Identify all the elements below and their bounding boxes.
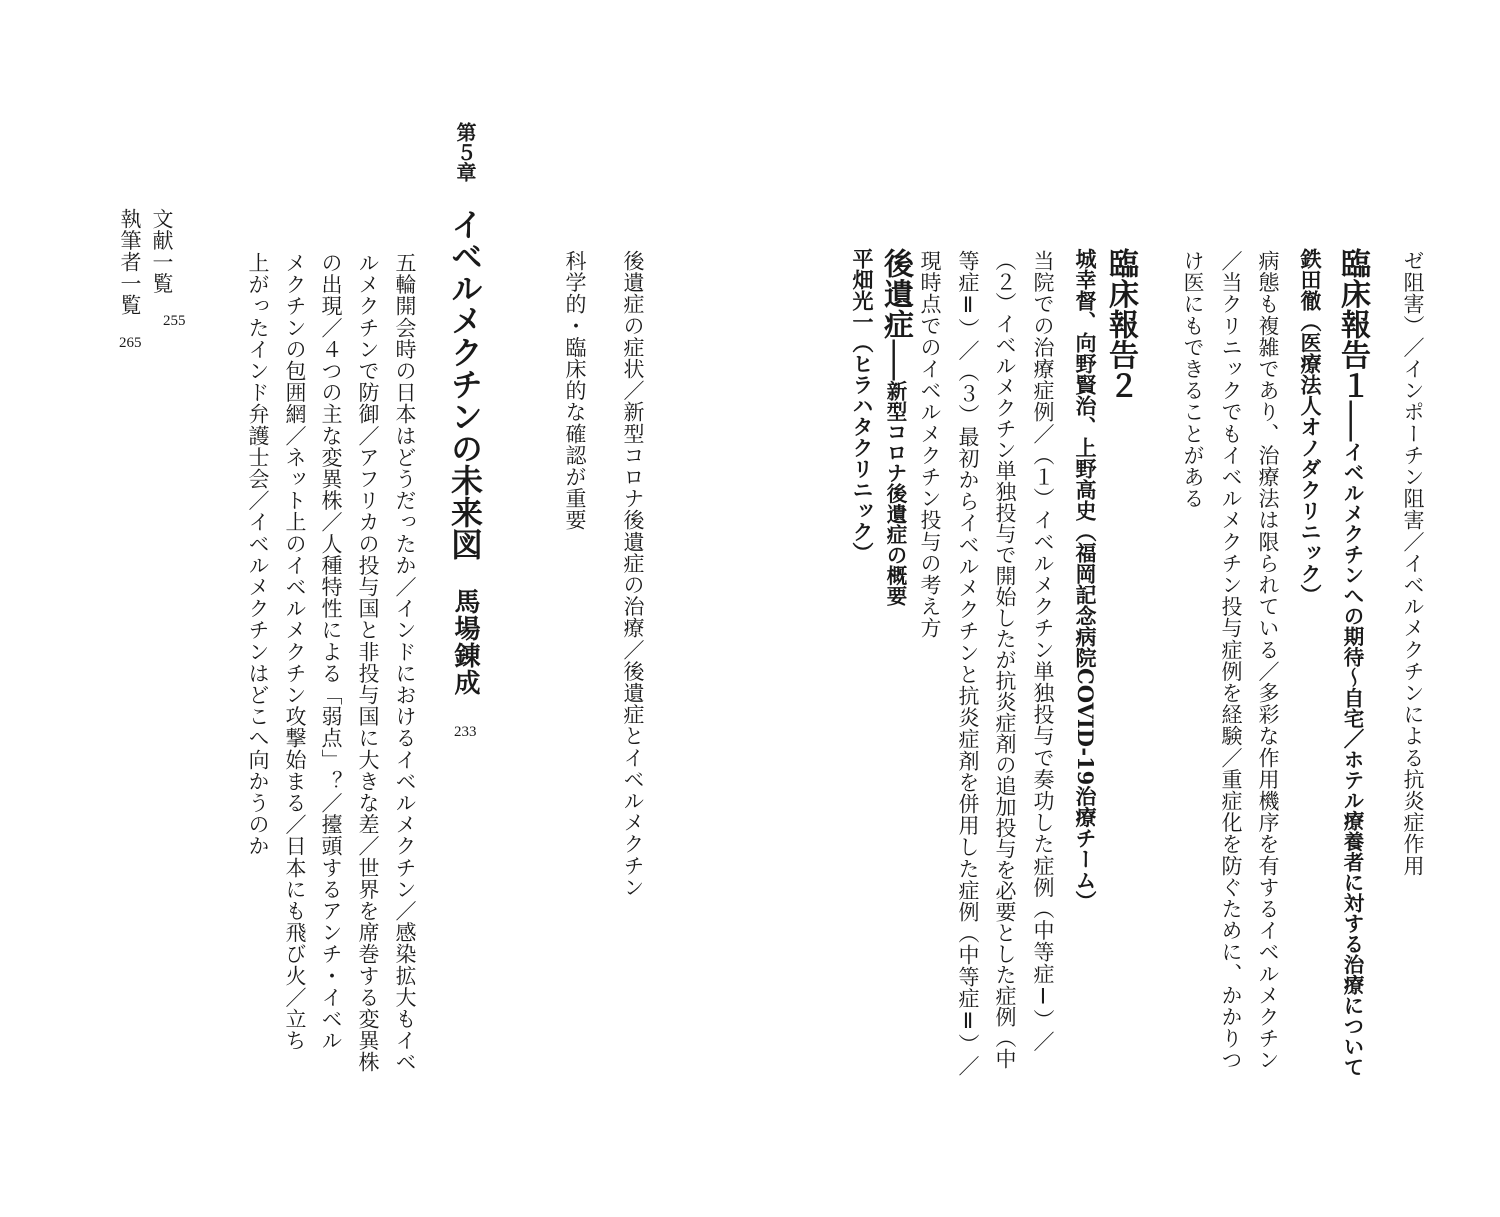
toc-line: 当院での治療症例／（１）イベルメクチン単独投与で奏功した症例（中等症Ⅰ）／ bbox=[1031, 250, 1055, 1053]
section-label: 後遺症 bbox=[878, 248, 913, 340]
toc-line: 等症Ⅱ）／（３）最初からイベルメクチンと抗炎症剤を併用した症例（中等症Ⅱ）／ bbox=[956, 250, 980, 1077]
toc-line: 現時点でのイベルメクチン投与の考え方 bbox=[918, 250, 942, 639]
toc-line: 五輪開会時の日本はどうだったか／インドにおけるイベルメクチン／感染拡大もイベ bbox=[393, 252, 417, 1073]
chapter-title-text: イベルメクチンの未来図 bbox=[446, 208, 484, 560]
toc-line: 病態も複雑であり、治療法は限られている／多彩な作用機序を有するイベルメクチン bbox=[1256, 250, 1280, 1071]
back-matter-contributors: 執筆者一覧 bbox=[118, 208, 142, 316]
section-heading-aftereffects bbox=[878, 248, 912, 606]
chapter-label: 第５章 bbox=[453, 122, 477, 182]
page-number: 233 bbox=[454, 724, 477, 740]
section-heading-report2 bbox=[1103, 248, 1137, 401]
author-line: 鉄田徹（医療法人オノダクリニック） bbox=[1298, 248, 1323, 605]
toc-line: ルメクチンで防御／アフリカの投与国と非投与国に大きな差／世界を席巻する変異株 bbox=[356, 252, 380, 1073]
back-matter-references: 文献一覧 bbox=[150, 208, 174, 294]
section-subtitle: ――イベルメクチンへの期待～自宅／ホテル療養者に対する治療について bbox=[1340, 400, 1364, 1077]
section-label: 臨床報告２ bbox=[1103, 248, 1138, 401]
page-number: 255 bbox=[163, 313, 186, 329]
toc-line: ／当クリニックでもイベルメクチン投与症例を経験／重症化を防ぐために、かかりつ bbox=[1219, 250, 1243, 1071]
page-number: 265 bbox=[119, 335, 142, 351]
toc-line: 科学的・臨床的な確認が重要 bbox=[563, 250, 587, 531]
section-heading-report1 bbox=[1335, 248, 1369, 1077]
chapter-author: 馬場錬成 bbox=[450, 588, 480, 696]
toc-line: の出現／４つの主な変異株／人種特性による「弱点」？／擡頭するアンチ・イベル bbox=[319, 252, 343, 1052]
author-line: 平畑光一（ヒラハタクリニック） bbox=[850, 248, 875, 563]
chapter-title bbox=[446, 208, 484, 696]
toc-line: け医にもできることがある bbox=[1181, 250, 1205, 510]
toc-line: （２）イベルメクチン単独投与で開始したが抗炎症剤の追加投与を必要とした症例（中 bbox=[993, 250, 1017, 1069]
toc-line-continued: ゼ阻害）／インポーチン阻害／イベルメクチンによる抗炎症作用 bbox=[1401, 250, 1425, 877]
section-label: 臨床報告１ bbox=[1335, 248, 1370, 401]
section-subtitle: ――新型コロナ後遺症の概要 bbox=[883, 339, 907, 606]
toc-line: 上がったインド弁護士会／イベルメクチンはどこへ向かうのか bbox=[246, 252, 270, 857]
author-line: 城幸督、向野賢治、上野高史（福岡記念病院COVID-19治療チーム） bbox=[1073, 248, 1098, 912]
toc-line: メクチンの包囲網／ネット上のイベルメクチン攻撃始まる／日本にも飛び火／立ち bbox=[283, 252, 307, 1052]
toc-line: 後遺症の症状／新型コロナ後遺症の治療／後遺症とイベルメクチン bbox=[621, 250, 645, 898]
